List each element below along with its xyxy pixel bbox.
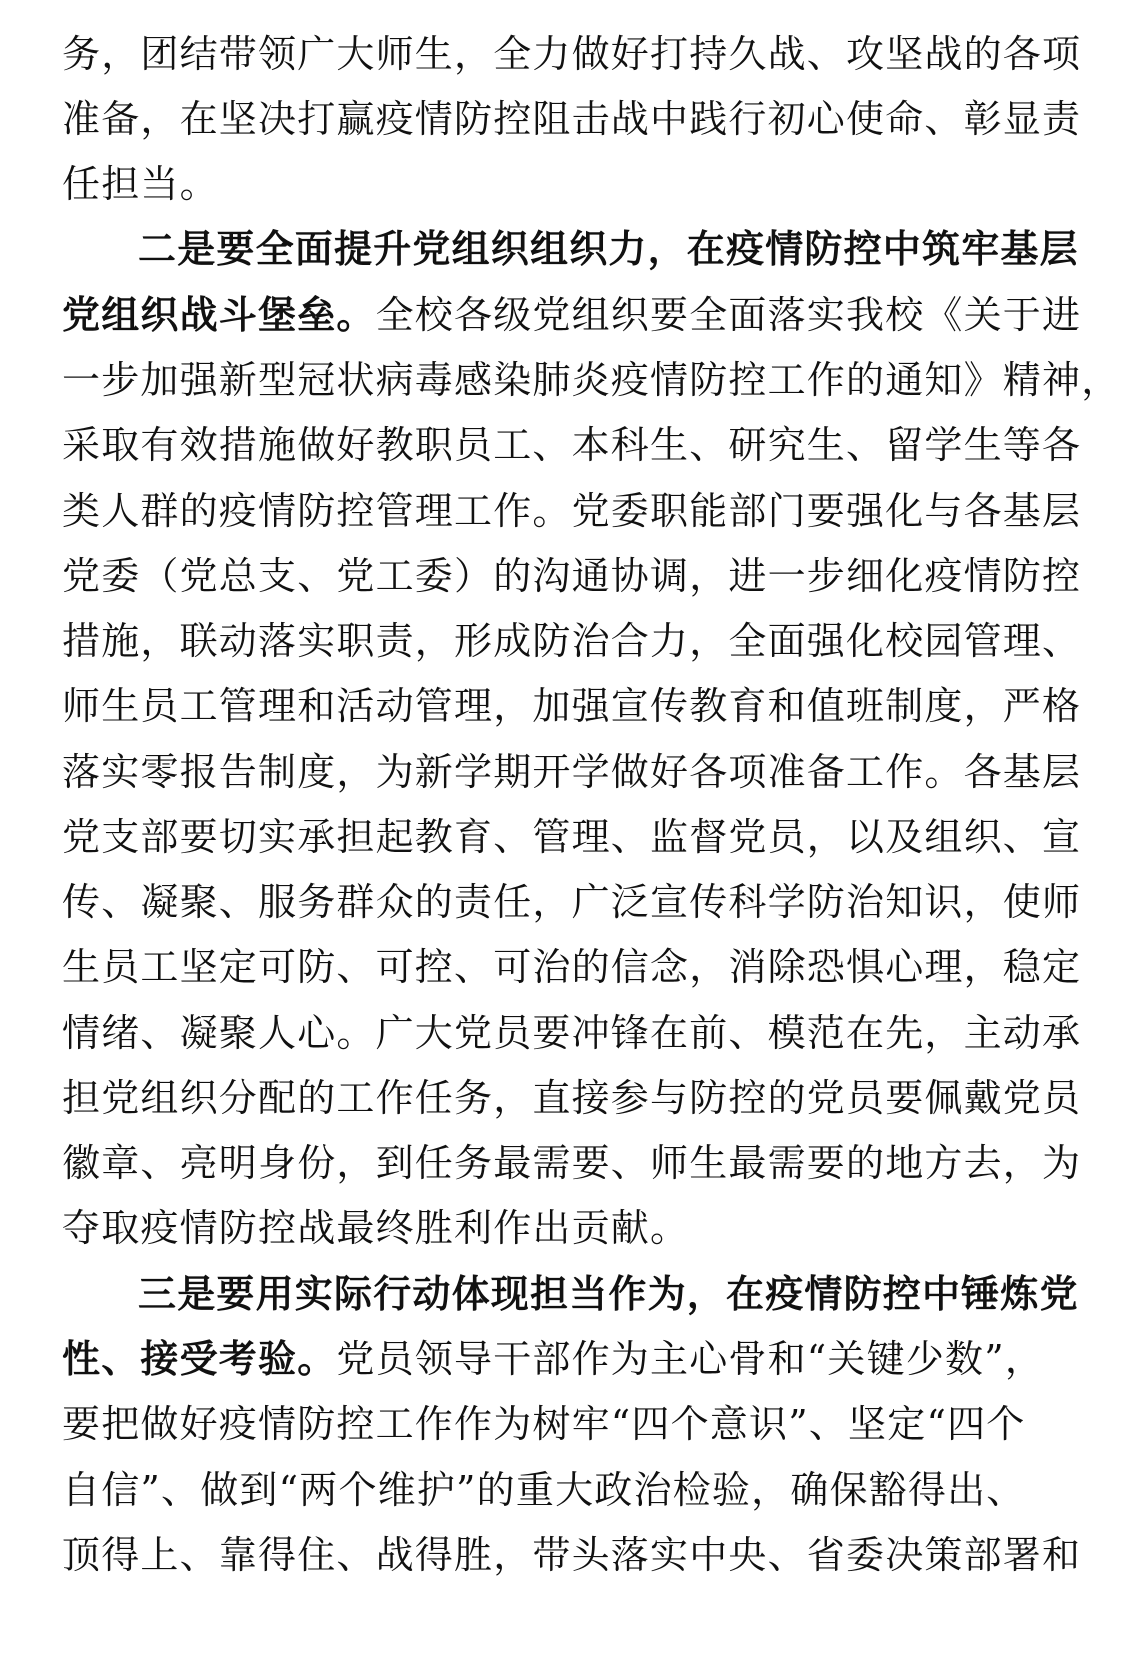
line-text: 师生员工管理和活动管理，加强宣传教育和值班制度，严格: [62, 684, 1082, 728]
text-line: [62, 1130, 1081, 1196]
text-line: [62, 1457, 1025, 1523]
line-text: 类人群的疫情防控管理工作。党委职能部门要强化与各基层: [62, 489, 1082, 533]
line-text: 自信”、做到“两个维护”的重大政治检验，确保豁得出、: [62, 1468, 1026, 1512]
line-text: 生员工坚定可防、可控、可治的信念，消除恐惧心理，稳定: [62, 945, 1082, 989]
paragraph-heading-line: [138, 216, 1079, 282]
text-line: [62, 869, 1081, 935]
text-line: [62, 1000, 1081, 1066]
bold-lead-text: 三是要用实际行动体现担当作为，在疫情防控中锤炼党: [138, 1271, 1079, 1316]
text-line: [62, 804, 1081, 870]
line-text: 全校各级党组织要全面落实我校《关于进: [375, 293, 1082, 337]
text-line: [62, 86, 1081, 152]
line-text: 采取有效措施做好教职员工、本科生、研究生、留学生等各: [62, 423, 1082, 467]
line-text: 务，团结带领广大师生，全力做好打持久战、攻坚战的各项: [62, 32, 1082, 76]
bold-lead-text: 党组织战斗堡垒。: [62, 292, 376, 337]
text-line: [62, 1065, 1081, 1131]
line-text: 党支部要切实承担起教育、管理、监督党员，以及组织、宣: [62, 815, 1082, 859]
line-text: 准备，在坚决打赢疫情防控阻击战中践行初心使命、彰显责: [62, 97, 1082, 141]
line-text: 落实零报告制度，为新学期开学做好各项准备工作。各基层: [62, 750, 1082, 794]
bold-lead-text: 二是要全面提升党组织组织力，在疫情防控中筑牢基层: [138, 226, 1079, 271]
text-line: [62, 543, 1081, 609]
line-text: 要把做好疫情防控工作作为树牢“四个意识”、坚定“四个: [62, 1402, 1026, 1446]
text-line: [62, 151, 219, 217]
text-line: [62, 1522, 1081, 1588]
text-line: [62, 608, 1081, 674]
text-line: [62, 282, 1081, 348]
text-line: [62, 347, 1120, 413]
line-text: 党员领导干部作为主心骨和“关键少数”，: [336, 1337, 1045, 1381]
line-text: 徽章、亮明身份，到任务最需要、师生最需要的地方去，为: [62, 1141, 1082, 1185]
text-line: [62, 412, 1081, 478]
text-line: [62, 1391, 1025, 1457]
text-line: [62, 1195, 689, 1261]
line-text: 传、凝聚、服务群众的责任，广泛宣传科学防治知识，使师: [62, 880, 1082, 924]
text-line: [62, 21, 1081, 87]
line-text: 夺取疫情防控战最终胜利作出贡献。: [62, 1206, 690, 1250]
text-line: [62, 739, 1081, 805]
line-text: 情绪、凝聚人心。广大党员要冲锋在前、模范在先，主动承: [62, 1011, 1082, 1055]
paragraph-heading-line: [138, 1261, 1079, 1327]
bold-lead-text: 性、接受考验。: [62, 1336, 337, 1381]
line-text: 一步加强新型冠状病毒感染肺炎疫情防控工作的通知》精神，: [62, 358, 1121, 402]
line-text: 任担当。: [62, 162, 219, 206]
text-line: [62, 1326, 1044, 1392]
text-line: [62, 478, 1081, 544]
text-line: [62, 673, 1081, 739]
line-text: 党委（党总支、党工委）的沟通协调，进一步细化疫情防控: [62, 554, 1082, 598]
line-text: 顶得上、靠得住、战得胜，带头落实中央、省委决策部署和: [62, 1533, 1082, 1577]
text-line: [62, 934, 1081, 1000]
line-text: 措施，联动落实职责，形成防治合力，全面强化校园管理、: [62, 619, 1082, 663]
line-text: 担党组织分配的工作任务，直接参与防控的党员要佩戴党员: [62, 1076, 1082, 1120]
